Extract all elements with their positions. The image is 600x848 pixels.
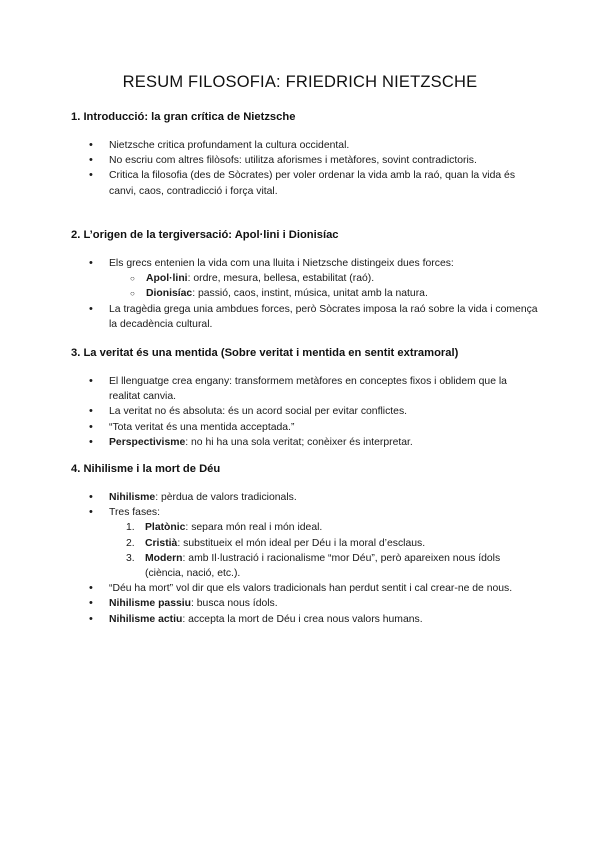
list-item <box>71 596 541 611</box>
list-item: • Critica la filosofia (des de Sòcrates) per voler ordenar la vida amb la raó, quan la vida és canvi, caos, contradicció i força vital. <box>71 168 541 198</box>
list-item <box>71 256 541 302</box>
section-heading: 1. Introducció: la gran crítica de Nietzsche <box>71 111 296 123</box>
item-number: 2. <box>126 537 135 549</box>
definition: : busca nous ídols. <box>191 598 278 610</box>
sub-list-item <box>109 271 541 286</box>
numbered-list <box>109 520 541 581</box>
bullet-list <box>71 490 541 627</box>
definition: : amb Il·lustració i racionalisme “mor Déu”, però apareixen nous ídols (ciència, nació, etc.). <box>145 552 501 580</box>
item-number: 1. <box>126 522 135 534</box>
definition: : substitueix el món ideal per Déu i la moral d’esclaus. <box>177 537 426 549</box>
term: Nihilisme actiu <box>109 613 183 625</box>
list-item: • “Déu ha mort” vol dir que els valors tradicionals han perdut sentit i cal crear-ne de nous. <box>71 581 541 596</box>
list-item <box>71 490 541 505</box>
section-heading: 3. La veritat és una mentida (Sobre veritat i mentida en sentit extramoral) <box>71 347 459 359</box>
list-item <box>71 505 541 581</box>
definition: : accepta la mort de Déu i crea nous valors humans. <box>182 613 423 625</box>
list-item: • El llenguatge crea engany: transformem metàfores en conceptes fixos i oblidem que la realitat canvia. <box>71 374 541 404</box>
section-heading: 2. L’origen de la tergiversació: Apol·lini i Dionisíac <box>71 229 339 241</box>
bullet-list <box>71 374 541 450</box>
term: Perspectivisme <box>109 436 186 448</box>
numbered-item <box>109 551 541 581</box>
item-number: 3. <box>126 552 135 564</box>
term: Nihilisme <box>109 492 156 503</box>
term: Modern <box>145 552 183 564</box>
term: Dionisíac <box>146 288 193 300</box>
numbered-item <box>109 536 541 551</box>
list-item: • Nietzsche critica profundament la cultura occidental. <box>71 138 541 153</box>
list-item: • “Tota veritat és una mentida acceptada.” <box>71 420 541 435</box>
bullet-list <box>71 138 541 199</box>
definition: : pèrdua de valors tradicionals. <box>155 492 297 503</box>
term: Cristià <box>145 537 178 549</box>
list-item-text: Tres fases: <box>109 507 161 519</box>
section-nihilism <box>71 462 541 627</box>
sub-list-item <box>109 286 541 301</box>
bullet-list <box>71 256 541 332</box>
term: Platònic <box>145 522 186 534</box>
page-title: RESUM FILOSOFIA: FRIEDRICH NIETZSCHE <box>122 73 478 91</box>
term: Apol·lini <box>146 273 188 285</box>
section-apollonian-dionysian <box>71 228 541 332</box>
sub-list <box>109 271 541 301</box>
list-item: • La veritat no és absoluta: és un acord social per evitar conflictes. <box>71 404 541 419</box>
section-heading: 4. Nihilisme i la mort de Déu <box>71 463 221 475</box>
definition: : ordre, mesura, bellesa, estabilitat (raó). <box>187 273 375 285</box>
definition: : separa món real i món ideal. <box>185 522 323 534</box>
section-truth-lie <box>71 346 541 450</box>
definition: : no hi ha una sola veritat; conèixer és interpretar. <box>185 436 413 448</box>
list-item <box>71 612 541 627</box>
list-item: • No escriu com altres filòsofs: utilitza aforismes i metàfores, sovint contradictoris. <box>71 153 541 168</box>
list-item-text: Els grecs entenien la vida com una lluita i Nietzsche distingeix dues forces: <box>109 258 454 269</box>
list-item: • La tragèdia grega unia ambdues forces, però Sòcrates imposa la raó sobre la vida i comença la decadència cultural. <box>71 302 541 332</box>
term: Nihilisme passiu <box>109 598 191 610</box>
list-item <box>71 435 541 450</box>
definition: : passió, caos, instint, música, unitat amb la natura. <box>192 288 428 300</box>
numbered-item <box>109 520 541 535</box>
section-introduction <box>71 110 541 199</box>
